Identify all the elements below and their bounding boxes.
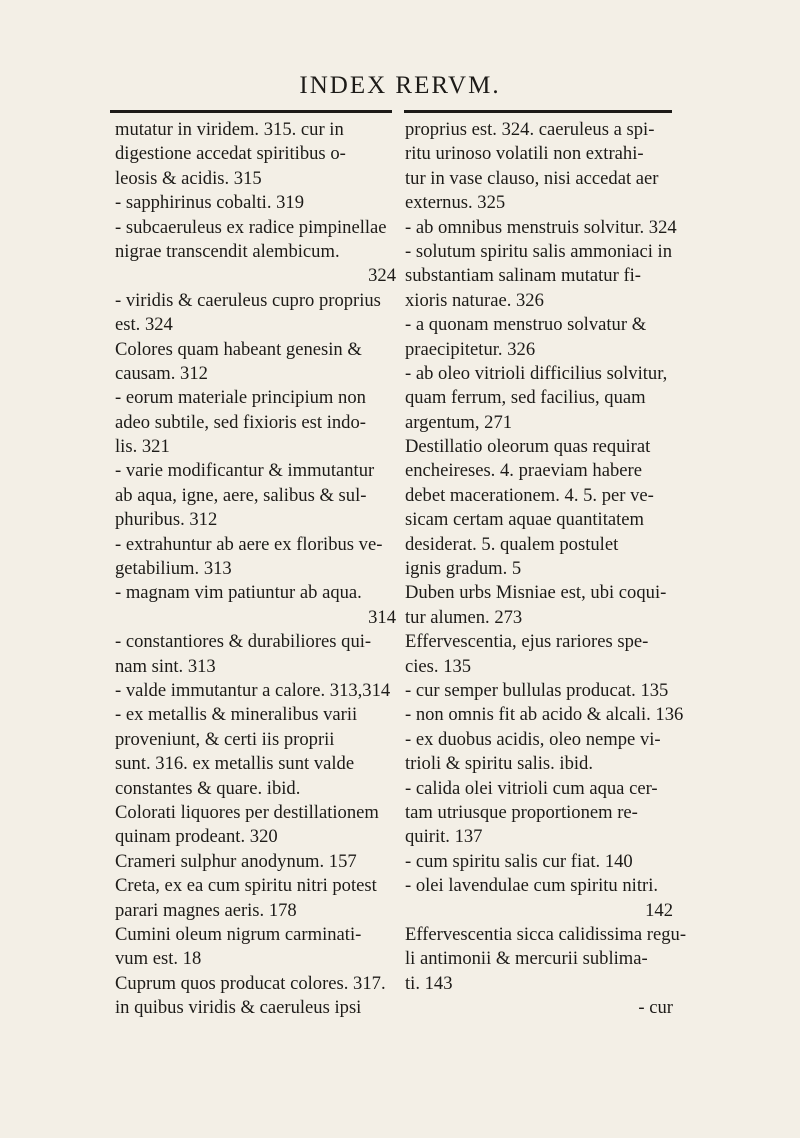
index-line: Creta, ex ea cum spiritu nitri potest	[115, 875, 377, 897]
index-line: mutatur in viridem. 315. cur in	[115, 119, 344, 140]
index-line: ritu urinoso volatili non extrahi-	[405, 143, 644, 165]
index-line: Duben urbs Misniae est, ubi coqui-	[405, 582, 667, 604]
index-line: - sapphirinus cobalti. 319	[115, 192, 305, 214]
index-line: trioli & spiritu salis. ibid.	[405, 753, 594, 775]
index-line: Crameri sulphur anodynum. 157	[115, 850, 357, 872]
index-line: - solutum spiritu salis ammoniaci in	[405, 240, 673, 262]
index-line: Destillatio oleorum quas requirat	[405, 436, 651, 458]
index-line: - cur	[638, 997, 673, 1019]
index-line: 324	[368, 265, 396, 287]
index-line: ti. 143	[405, 972, 453, 994]
index-line: Colorati liquores per destillationem	[115, 801, 379, 823]
index-line: causam. 312	[115, 362, 208, 384]
index-line: li antimonii & mercurii sublima-	[405, 948, 648, 970]
index-line: - a quonam menstruo solvatur &	[405, 314, 647, 336]
index-line: Effervescentia sicca calidissima regu-	[405, 923, 687, 945]
index-line: constantes & quare. ibid.	[115, 777, 301, 799]
index-line: debet macerationem. 4. 5. per ve-	[405, 484, 654, 506]
index-line: adeo subtile, sed fixioris est indo-	[115, 411, 366, 433]
index-line: - constantiores & durabiliores qui-	[115, 631, 372, 653]
right-column	[405, 118, 687, 1020]
index-line: - magnam vim patiuntur ab aqua.	[115, 582, 362, 604]
index-line: - subcaeruleus ex radice pimpinellae	[115, 216, 387, 238]
index-line: - olei lavendulae cum spiritu nitri.	[405, 875, 659, 897]
index-line: encheireses. 4. praeviam habere	[405, 460, 642, 482]
index-line: nam sint. 313	[115, 655, 216, 677]
index-line: argentum, 271	[405, 411, 513, 433]
index-line: tam utriusque proportionem re-	[405, 801, 638, 823]
index-line: - non omnis fit ab acido & alcali. 136	[405, 704, 684, 726]
index-line: - cum spiritu salis cur fiat. 140	[405, 850, 633, 872]
index-line: tur in vase clauso, nisi accedat aer	[405, 167, 659, 189]
index-line: - extrahuntur ab aere ex floribus ve-	[115, 533, 383, 555]
index-line: - cur semper bullulas producat. 135	[405, 679, 669, 701]
index-line: lis. 321	[115, 436, 170, 458]
index-line: - valde immutantur a calore. 313,314	[115, 679, 391, 701]
index-line: - ex metallis & mineralibus varii	[115, 704, 358, 726]
index-line: substantiam salinam mutatur fi-	[405, 265, 641, 287]
index-line: - varie modificantur & immutantur	[115, 460, 375, 482]
index-line: digestione accedat spiritibus o-	[115, 143, 346, 165]
index-line: est. 324	[115, 314, 173, 336]
index-line: vum est. 18	[115, 948, 202, 970]
index-line: - eorum materiale principium non	[115, 387, 366, 409]
index-line: - calida olei vitrioli cum aqua cer-	[405, 777, 658, 799]
index-line: leosis & acidis. 315	[115, 167, 262, 189]
index-line: Cumini oleum nigrum carminati-	[115, 923, 362, 945]
header-rule-right	[404, 110, 672, 113]
index-line: in quibus viridis & caeruleus ipsi	[115, 997, 362, 1019]
index-line: - ex duobus acidis, oleo nempe vi-	[405, 728, 661, 750]
index-line: phuribus. 312	[115, 509, 218, 531]
index-line: sicam certam aquae quantitatem	[405, 509, 645, 531]
index-line: desiderat. 5. qualem postulet	[405, 533, 619, 555]
index-line: getabilium. 313	[115, 558, 232, 580]
index-line: - viridis & caeruleus cupro proprius	[115, 289, 381, 311]
header-rule-left	[110, 110, 392, 113]
index-line: xioris naturae. 326	[405, 289, 544, 311]
index-line: Cuprum quos producat colores. 317.	[115, 972, 386, 994]
index-line: - ab omnibus menstruis solvitur. 324	[405, 216, 677, 238]
index-line: tur alumen. 273	[405, 606, 523, 628]
index-line: quinam prodeant. 320	[115, 826, 278, 848]
page-header: INDEX RERVM.	[299, 72, 501, 99]
index-line: 314	[368, 606, 396, 628]
index-line: - ab oleo vitrioli difficilius solvitur,	[405, 362, 668, 384]
index-line: quirit. 137	[405, 826, 483, 848]
index-line: cies. 135	[405, 655, 472, 677]
index-line: externus. 325	[405, 192, 506, 214]
index-line: ignis gradum. 5	[405, 558, 522, 580]
left-column	[115, 118, 400, 1020]
index-line: 142	[645, 899, 673, 921]
index-line: Effervescentia, ejus rariores spe-	[405, 631, 649, 653]
index-line: nigrae transcendit alembicum.	[115, 240, 340, 262]
index-line: parari magnes aeris. 178	[115, 899, 297, 921]
index-line: proprius est. 324. caeruleus a spi-	[405, 119, 655, 140]
index-line: proveniunt, & certi iis proprii	[115, 728, 335, 750]
index-line: quam ferrum, sed facilius, quam	[405, 387, 646, 409]
index-line: sunt. 316. ex metallis sunt valde	[115, 753, 355, 775]
index-line: Colores quam habeant genesin &	[115, 338, 362, 360]
index-line: ab aqua, igne, aere, salibus & sul-	[115, 484, 367, 506]
index-line: praecipitetur. 326	[405, 338, 536, 360]
